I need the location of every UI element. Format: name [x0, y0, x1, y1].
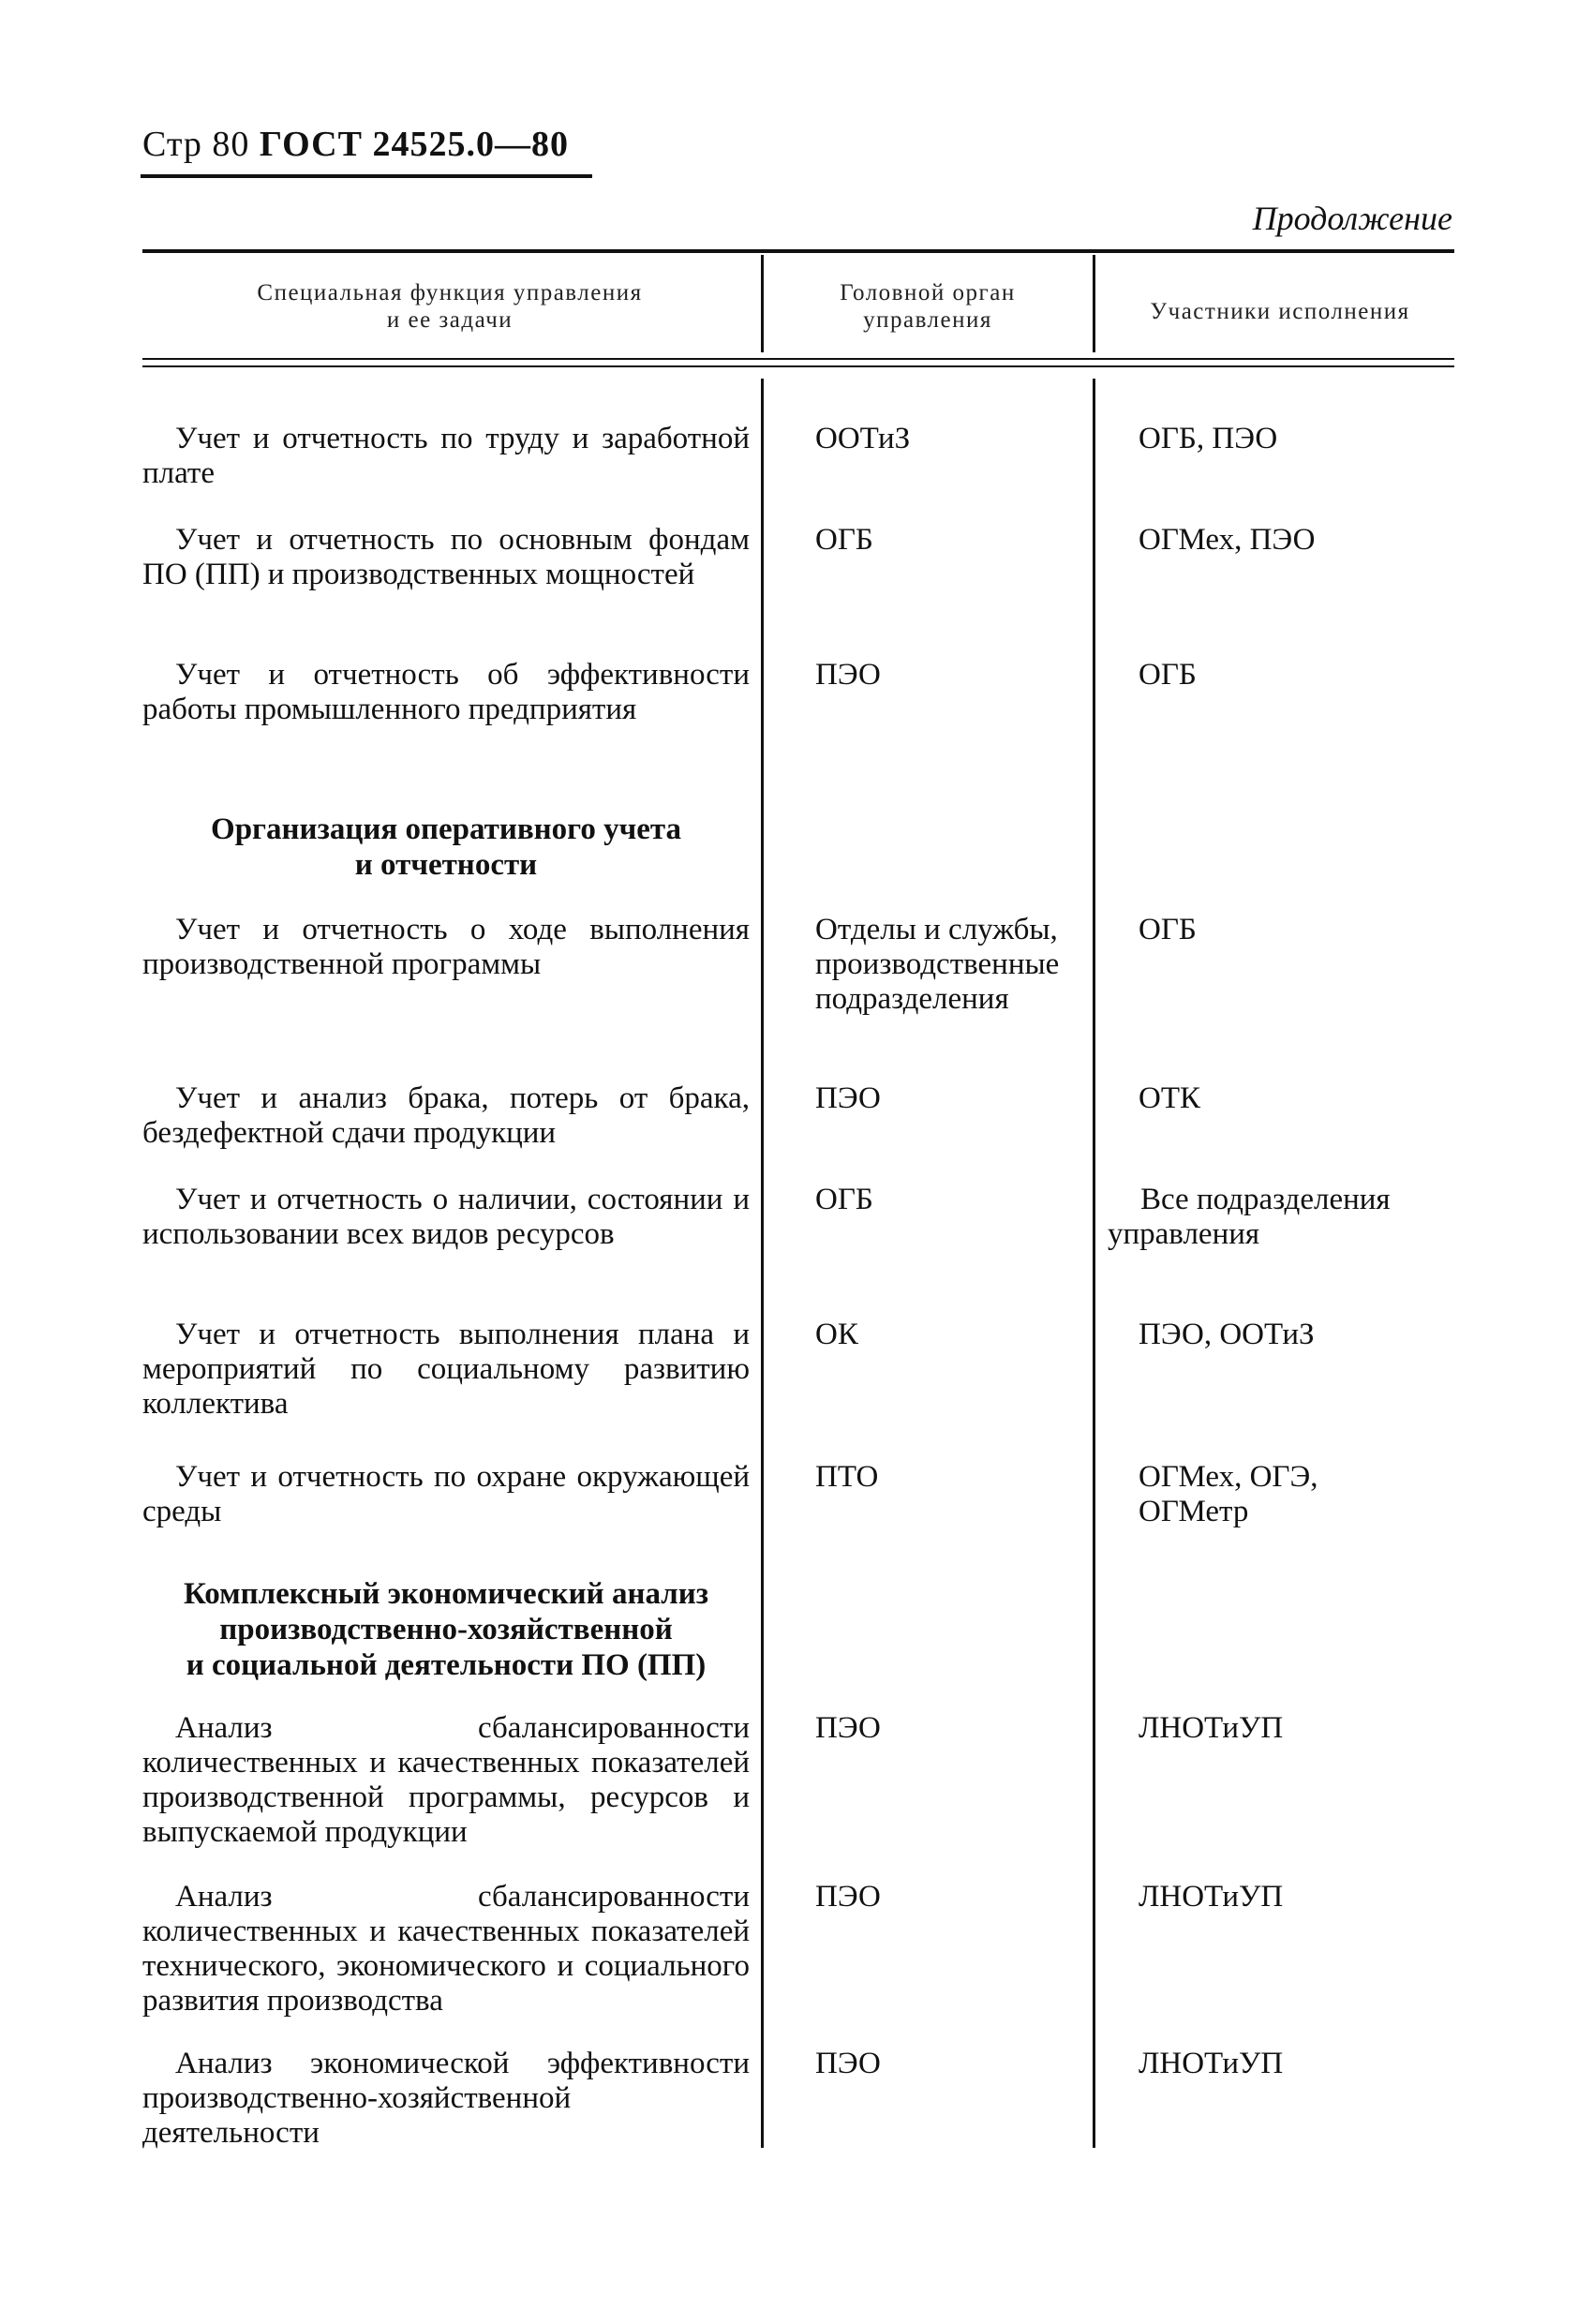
lead-cell: Отделы и службы, производственные подразделения: [815, 913, 1060, 1016]
lead-cell: ПЭО: [815, 2047, 881, 2080]
table-header-rule: [142, 358, 1454, 360]
participants-cell: ОГМех, ОГЭ, ОГМетр: [1139, 1460, 1318, 1528]
lead-cell: ОГБ: [815, 1183, 873, 1216]
lead-cell: ПЭО: [815, 1711, 881, 1745]
table-top-rule: [142, 249, 1454, 253]
function-cell: Учет и отчетность выполнения плана и мероприятий по социальному развитию коллектива: [142, 1318, 750, 1421]
function-cell: Учет и отчетность по основным фондам ПО (ПП) и производственных мощностей: [142, 523, 750, 591]
header-underline: [141, 174, 592, 178]
page-number: Стр 80: [142, 125, 250, 164]
participants-cell: ОГБ: [1139, 913, 1197, 946]
participants-cell: ОГБ: [1139, 658, 1197, 692]
lead-cell: ПЭО: [815, 1081, 881, 1115]
participants-cell: Все подразделения управления: [1108, 1183, 1391, 1251]
column-divider-2: [1093, 379, 1095, 2148]
page-header: [142, 124, 569, 165]
column-header-lead: Головной орган управления: [840, 280, 1016, 333]
lead-cell: ПЭО: [815, 1880, 881, 1914]
header-divider-1: [761, 255, 764, 352]
table-header-rule-double: [142, 365, 1454, 367]
function-cell: Учет и отчетность об эффективности работы промышленного предприятия: [142, 658, 750, 726]
lead-cell: ПЭО: [815, 658, 881, 692]
function-cell: Учет и анализ брака, потерь от брака, бездефектной сдачи продукции: [142, 1081, 750, 1150]
header-divider-2: [1093, 255, 1095, 352]
function-cell: Учет и отчетность по труду и заработной плате: [142, 422, 750, 490]
column-divider-1: [761, 379, 764, 2148]
participants-cell: ЛНОТиУП: [1139, 1711, 1284, 1745]
function-cell: Анализ сбалансированности количественных и качественных показателей технического, экономического и социального развития производства: [142, 1880, 750, 2018]
lead-cell: ОК: [815, 1318, 858, 1351]
lead-cell: ОГБ: [815, 523, 873, 557]
participants-cell: ЛНОТиУП: [1139, 2047, 1284, 2080]
function-cell: Учет и отчетность по охране окружающей среды: [142, 1460, 750, 1528]
column-header-function: Специальная функция управления и ее задачи: [257, 280, 643, 333]
function-cell: Анализ экономической эффективности производственно-хозяйственной деятельности: [142, 2047, 750, 2150]
participants-cell: ЛНОТиУП: [1139, 1880, 1284, 1914]
function-cell: Учет и отчетность о наличии, состоянии и использовании всех видов ресурсов: [142, 1183, 750, 1251]
participants-cell: ОГБ, ПЭО: [1139, 422, 1278, 455]
function-cell: Учет и отчетность о ходе выполнения производственной программы: [142, 913, 750, 981]
participants-cell: ОГМех, ПЭО: [1139, 523, 1316, 557]
standard-number: ГОСТ 24525.0—80: [259, 125, 569, 164]
lead-cell: ООТиЗ: [815, 422, 911, 455]
section-heading: Организация оперативного учета и отчетности: [211, 812, 681, 882]
function-cell: Анализ сбалансированности количественных и качественных показателей производственной программы, ресурсов и выпускаемой продукции: [142, 1711, 750, 1849]
section-heading: Комплексный экономический анализ производственно-хозяйственной и социальной деятельности ПО (ПП): [183, 1577, 709, 1682]
participants-cell: ОТК: [1139, 1081, 1200, 1115]
continued-label: Продолжение: [1252, 200, 1452, 237]
column-header-participants: Участники исполнения: [1150, 299, 1410, 324]
participants-cell: ПЭО, ООТиЗ: [1139, 1318, 1315, 1351]
lead-cell: ПТО: [815, 1460, 879, 1494]
